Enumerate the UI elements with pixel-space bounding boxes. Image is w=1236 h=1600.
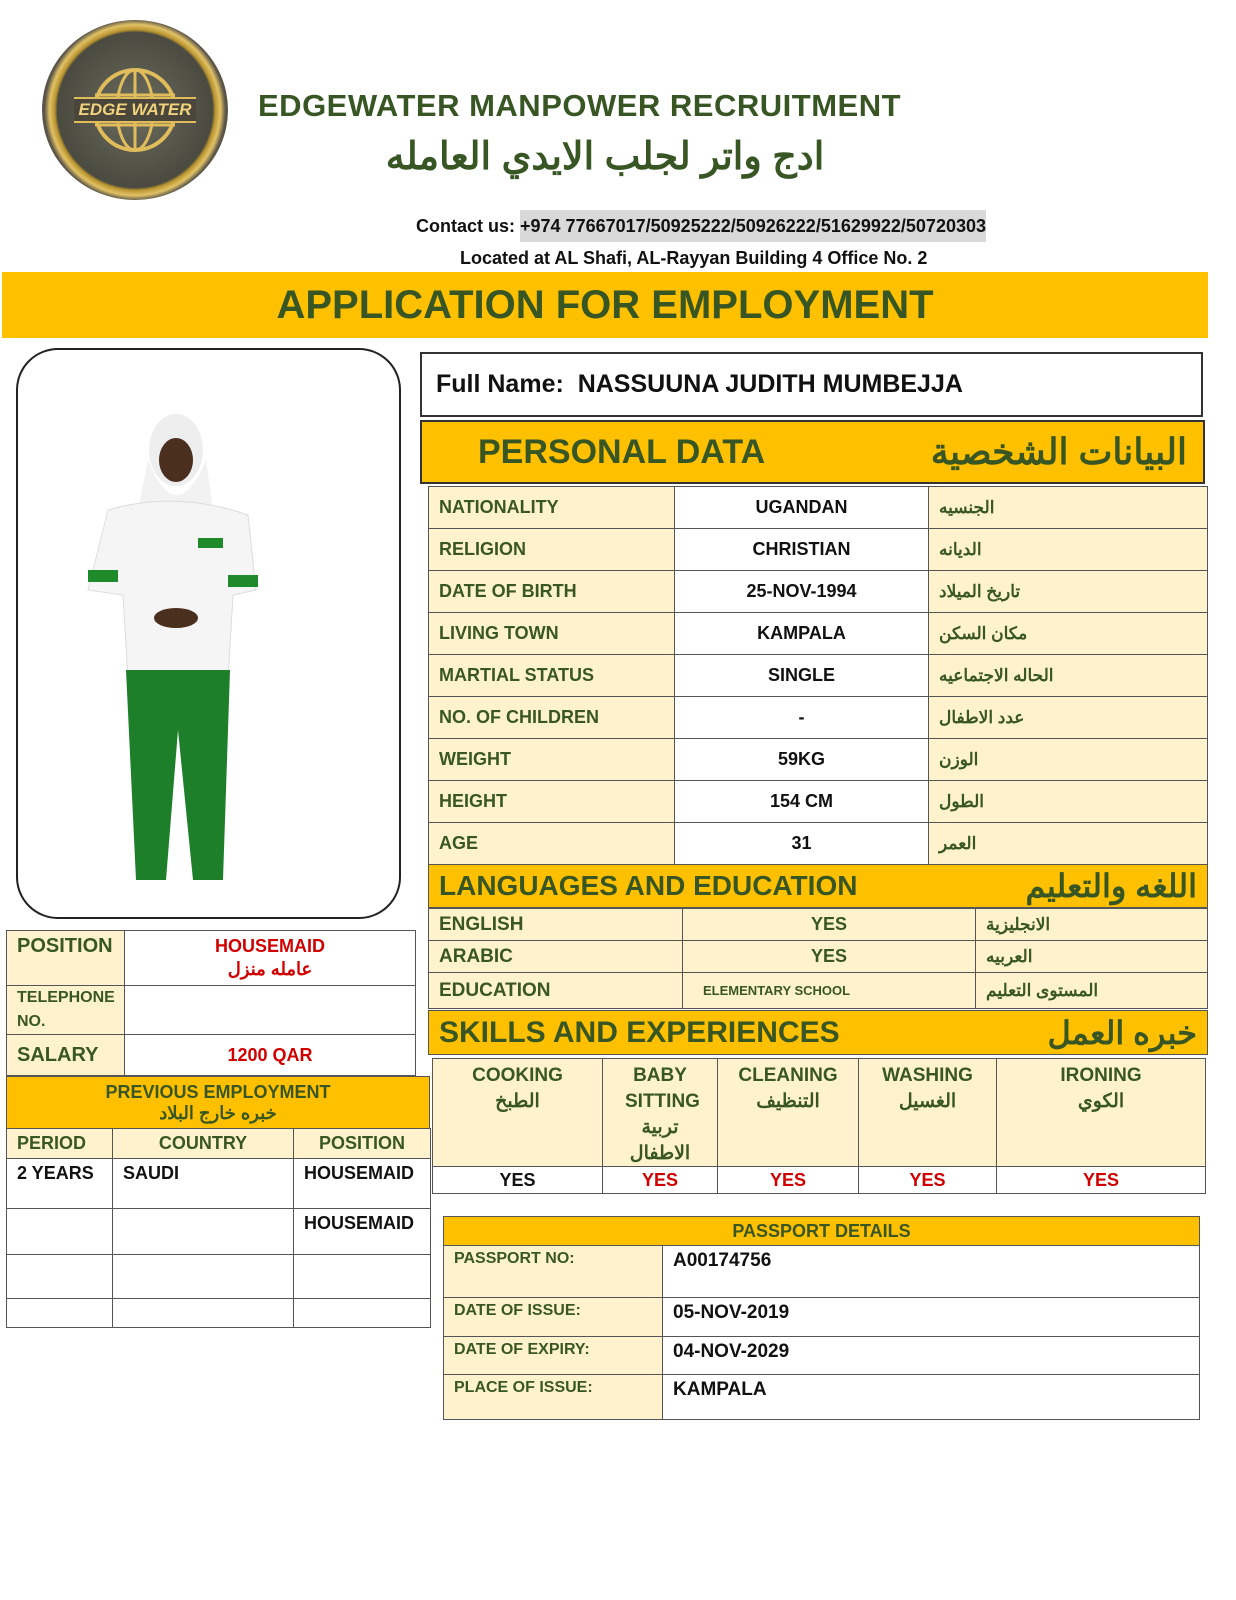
- logo-text: EDGE WATER: [74, 97, 195, 123]
- personal-data-header: [420, 420, 1205, 484]
- personal-data-title-ar: البيانات الشخصية: [930, 431, 1187, 472]
- personal-value: 59KG: [674, 738, 929, 781]
- skill-header: [858, 1058, 997, 1167]
- personal-label-ar: الحاله الاجتماعيه: [928, 654, 1208, 697]
- skills-header: [428, 1010, 1208, 1055]
- skill-label: COOKING: [472, 1065, 563, 1086]
- personal-label-ar: تاريخ الميلاد: [928, 570, 1208, 613]
- personal-value: 154 CM: [674, 780, 929, 823]
- previous-employment-cell: [6, 1298, 113, 1328]
- personal-value: -: [674, 696, 929, 739]
- language-value: YES: [682, 908, 976, 941]
- previous-employment-cell: [293, 1254, 431, 1299]
- language-label: ARABIC: [428, 940, 683, 973]
- personal-label-ar: الطول: [928, 780, 1208, 823]
- company-name: EDGEWATER MANPOWER RECRUITMENT: [258, 88, 902, 123]
- languages-title-ar: اللغه والتعليم: [1025, 868, 1197, 904]
- salary-label: SALARY: [6, 1034, 125, 1076]
- skill-label: BABY SITTING: [625, 1065, 700, 1112]
- company-name-arabic: ادج واتر لجلب الايدي العامله: [385, 136, 825, 178]
- previous-employment-cell: HOUSEMAID: [293, 1208, 431, 1255]
- position-value: [124, 930, 416, 986]
- skill-label: IRONING: [1060, 1065, 1142, 1086]
- language-label-ar: العربيه: [975, 940, 1208, 973]
- previous-employment-cell: HOUSEMAID: [293, 1158, 431, 1209]
- position-label: POSITION: [6, 930, 125, 986]
- personal-label: NATIONALITY: [428, 486, 675, 529]
- passport-value: KAMPALA: [662, 1374, 1200, 1420]
- language-label-ar: المستوى التعليم: [975, 972, 1208, 1009]
- passport-header: PASSPORT DETAILS: [443, 1216, 1200, 1246]
- salary-value: 1200 QAR: [124, 1034, 416, 1076]
- previous-employment-cell: [6, 1254, 113, 1299]
- skill-label-ar: تربية الاطفال: [629, 1117, 691, 1164]
- personal-label: MARTIAL STATUS: [428, 654, 675, 697]
- skill-label-ar: الغسيل: [898, 1091, 957, 1112]
- previous-employment-cell: [293, 1298, 431, 1328]
- language-value: YES: [682, 940, 976, 973]
- language-value: ELEMENTARY SCHOOL: [682, 972, 976, 1009]
- company-logo: [42, 20, 228, 200]
- previous-employment-column-header: POSITION: [293, 1128, 431, 1159]
- location: Located at AL Shafi, AL-Rayyan Building 4 Office No. 2: [460, 248, 928, 268]
- skill-value: YES: [602, 1166, 718, 1194]
- personal-label: HEIGHT: [428, 780, 675, 823]
- applicant-photo-image: [18, 350, 401, 919]
- previous-employment-cell: [112, 1208, 294, 1255]
- passport-label: PASSPORT NO:: [443, 1245, 663, 1298]
- skill-label: CLEANING: [738, 1065, 838, 1086]
- page-title: APPLICATION FOR EMPLOYMENT: [276, 282, 934, 327]
- title-band: [2, 272, 1208, 338]
- personal-label: LIVING TOWN: [428, 612, 675, 655]
- personal-value: SINGLE: [674, 654, 929, 697]
- personal-label: RELIGION: [428, 528, 675, 571]
- passport-value: A00174756: [662, 1245, 1200, 1298]
- personal-label: WEIGHT: [428, 738, 675, 781]
- personal-label: AGE: [428, 822, 675, 865]
- previous-employment-cell: [112, 1298, 294, 1328]
- contact-label: Contact us:: [416, 216, 515, 236]
- full-name-box: [420, 352, 1203, 417]
- previous-employment-column-header: COUNTRY: [112, 1128, 294, 1159]
- position-text-ar: عامله منزل: [227, 959, 313, 979]
- personal-label-ar: الوزن: [928, 738, 1208, 781]
- contact-line: [416, 216, 986, 237]
- skills-title: SKILLS AND EXPERIENCES: [439, 1015, 840, 1049]
- skill-header: [602, 1058, 718, 1167]
- language-label: EDUCATION: [428, 972, 683, 1009]
- skill-value: YES: [858, 1166, 997, 1194]
- previous-employment-cell: [6, 1208, 113, 1255]
- skill-label-ar: الطبخ: [495, 1091, 540, 1112]
- skill-value: YES: [717, 1166, 859, 1194]
- previous-employment-header: [6, 1076, 430, 1129]
- personal-label: DATE OF BIRTH: [428, 570, 675, 613]
- personal-label: NO. OF CHILDREN: [428, 696, 675, 739]
- passport-label: DATE OF EXPIRY:: [443, 1336, 663, 1375]
- personal-data-title: PERSONAL DATA: [478, 432, 766, 471]
- personal-label-ar: عدد الاطفال: [928, 696, 1208, 739]
- full-name-value: NASSUUNA JUDITH MUMBEJJA: [577, 370, 963, 398]
- passport-label: DATE OF ISSUE:: [443, 1297, 663, 1337]
- passport-value: 05-NOV-2019: [662, 1297, 1200, 1337]
- languages-header: [428, 864, 1208, 908]
- previous-employment-cell: [112, 1254, 294, 1299]
- skill-header: [996, 1058, 1206, 1167]
- personal-value: 25-NOV-1994: [674, 570, 929, 613]
- previous-employment-title: PREVIOUS EMPLOYMENT: [105, 1081, 331, 1102]
- passport-label: PLACE OF ISSUE:: [443, 1374, 663, 1420]
- previous-employment-title-ar: خبره خارج البلاد: [159, 1102, 277, 1123]
- previous-employment-cell: 2 YEARS: [6, 1158, 113, 1209]
- full-name-label: Full Name:: [436, 370, 564, 398]
- skills-title-ar: خبره العمل: [1047, 1014, 1197, 1051]
- contact-numbers: +974 77667017/50925222/50926222/51629922/50720303: [520, 210, 986, 242]
- personal-value: UGANDAN: [674, 486, 929, 529]
- personal-label-ar: الجنسيه: [928, 486, 1208, 529]
- telephone-value: [124, 985, 416, 1035]
- skill-header: [717, 1058, 859, 1167]
- skill-label-ar: الكوي: [1077, 1091, 1125, 1112]
- skill-header: [432, 1058, 603, 1167]
- previous-employment-cell: SAUDI: [112, 1158, 294, 1209]
- language-label-ar: الانجليزية: [975, 908, 1208, 941]
- passport-value: 04-NOV-2029: [662, 1336, 1200, 1375]
- personal-value: KAMPALA: [674, 612, 929, 655]
- languages-title: LANGUAGES AND EDUCATION: [439, 870, 858, 901]
- position-text: HOUSEMAID: [214, 936, 325, 956]
- skill-label-ar: التنظيف: [756, 1091, 820, 1112]
- applicant-photo: [16, 348, 401, 919]
- personal-value: 31: [674, 822, 929, 865]
- personal-label-ar: الديانه: [928, 528, 1208, 571]
- skill-value: YES: [996, 1166, 1206, 1194]
- personal-label-ar: مكان السكن: [928, 612, 1208, 655]
- telephone-label: TELEPHONE NO.: [6, 985, 125, 1035]
- skill-value: YES: [432, 1166, 603, 1194]
- personal-value: CHRISTIAN: [674, 528, 929, 571]
- personal-label-ar: العمر: [928, 822, 1208, 865]
- skill-label: WASHING: [882, 1065, 973, 1086]
- language-label: ENGLISH: [428, 908, 683, 941]
- previous-employment-column-header: PERIOD: [6, 1128, 113, 1159]
